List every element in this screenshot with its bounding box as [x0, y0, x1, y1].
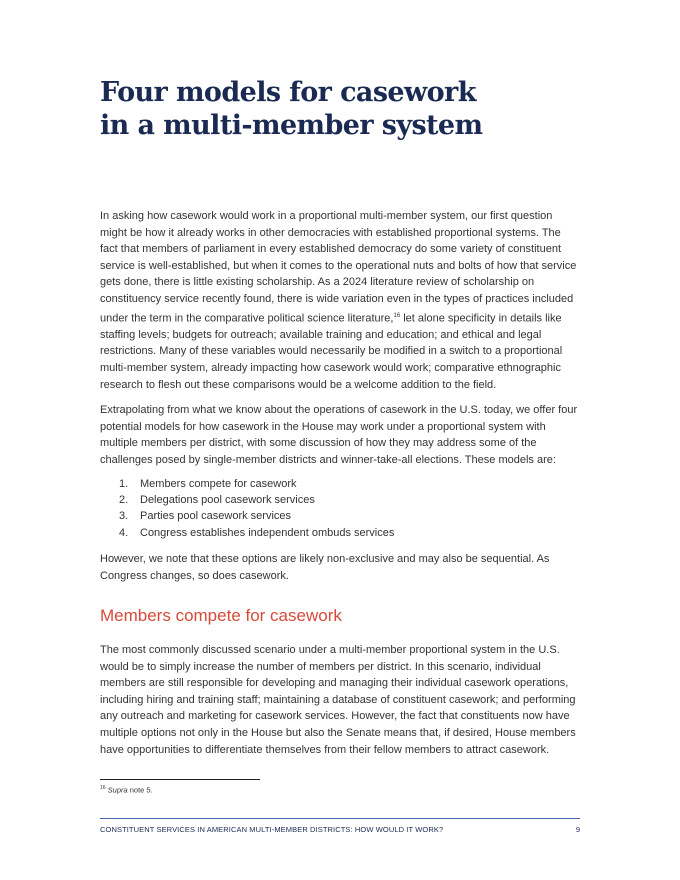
list-item	[100, 525, 394, 541]
list-item-number: 3.	[119, 510, 129, 523]
list-item-number: 2.	[119, 494, 129, 507]
footnote-text: note 5.	[127, 785, 153, 795]
page-title	[100, 76, 482, 142]
page-title-line-2: in a multi-member system	[100, 110, 483, 141]
footnote-italic: Supra	[107, 785, 128, 795]
footnote-number: 16	[100, 785, 106, 791]
running-footer: CONSTITUENT SERVICES IN AMERICAN MULTI-MEMBER DISTRICTS: HOW WOULD IT WORK?	[100, 825, 444, 834]
page-title-line-1: Four models for casework	[100, 77, 476, 108]
list-item-label: Members compete for casework	[140, 478, 297, 490]
list-item	[100, 508, 394, 524]
list-item-number: 4.	[119, 526, 129, 539]
list-item	[100, 492, 394, 508]
list-item-number: 1.	[119, 478, 129, 490]
models-intro-paragraph: Extrapolating from what we know about the operations of casework in the U.S. today, we offer four potential models for how casework in the House may work under a proportional system with multiple members per district, with some discussion of how they may address some of the challenges posed by single-member districts and winner-take-all elections. These models are:	[100, 404, 578, 466]
footnote-divider	[100, 779, 260, 780]
section-heading: Members compete for casework	[100, 606, 342, 625]
note-paragraph: However, we note that these options are likely non-exclusive and may also be sequential. As Congress changes, so does casework.	[100, 553, 550, 582]
footer-divider	[100, 818, 580, 819]
intro-text-part-2: let alone specificity in details like staffing levels; budgets for outreach; available training and education; and ethical and legal restrictions. Many of these variables would necessarily be modified in a switch to a proportional multi-member system, already impacting how casework would work; comparative ethnographic research to flesh out these comparisons would be a welcome addition to the field.	[100, 312, 563, 391]
list-item	[100, 476, 394, 492]
list-item-label: Congress establishes independent ombuds services	[140, 526, 395, 539]
list-item-label: Delegations pool casework services	[140, 494, 315, 507]
footnote	[100, 785, 153, 795]
intro-text-part-1: In asking how casework would work in a proportional multi-member system, our first question might be how it already works in other democracies with established proportional systems. The fact that members of parliament in every established democracy do some variety of constituent service is well-established, but when it comes to the operational nuts and bolts of how that service gets done, there is little existing scholarship. As a 2024 literature review of scholarship on constituency service recently found, there is wide variation even in the types of practices included under the term in the comparative political science literature,	[100, 210, 577, 325]
footnote-reference[interactable]: 16	[393, 312, 401, 319]
page-number: 9	[575, 825, 580, 834]
models-list	[100, 476, 394, 541]
list-item-label: Parties pool casework services	[140, 510, 292, 523]
intro-paragraph	[100, 208, 580, 393]
section-body-paragraph: The most commonly discussed scenario under a multi-member proportional system in the U.S. would be to simply increase the number of members per district. In this scenario, individual members are still responsible for developing and managing their individual casework operations, including hiring and training staff; maintaining a database of constituent casework; and performing any outreach and marketing for casework services. However, the fact that constituents now have multiple options not only in the House but also the Senate means that, if desired, House members have opportunities to differentiate themselves from their fellow members to attract casework.	[100, 644, 576, 756]
